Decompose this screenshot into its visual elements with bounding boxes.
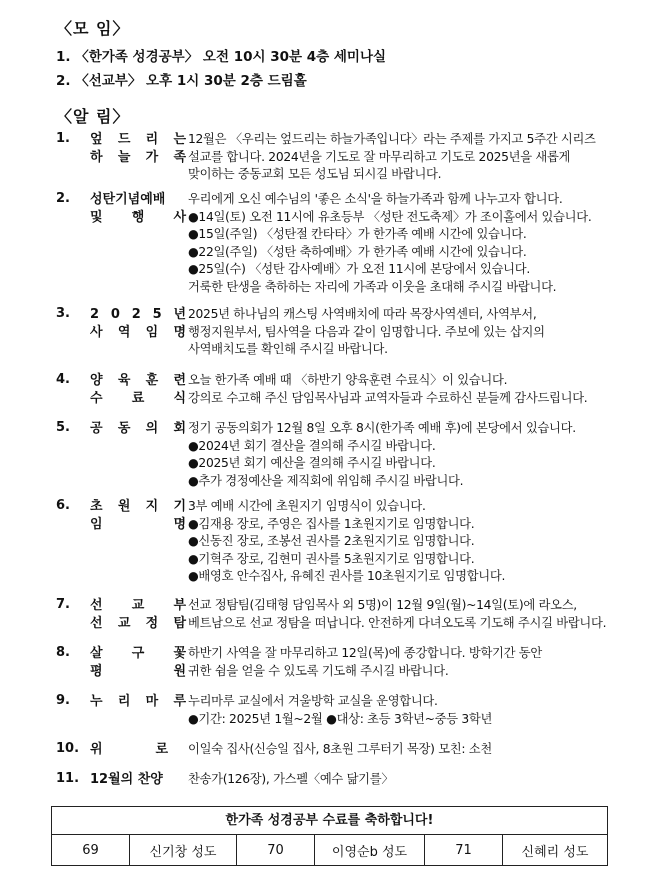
notice-body xyxy=(188,597,628,632)
notice-number: 10. xyxy=(56,741,80,756)
congrats-row xyxy=(52,835,607,865)
notice-body-line: 사역배치도를 확인해 주시길 바랍니다. xyxy=(188,342,388,356)
notice-title-line: 선 교 부 xyxy=(90,598,186,613)
notice-body-line: ●15일(주일) 〈성탄절 칸타타〉가 한가족 예배 시간에 있습니다. xyxy=(188,227,527,241)
notice-body-line: ●김재용 장로, 주영은 집사를 1초원지기로 임명합니다. xyxy=(188,516,475,531)
notice-body-line: 정기 공동의회가 12월 8일 오후 8시(한가족 예배 후)에 본당에서 있습니다. xyxy=(188,421,576,435)
notice-title-line: 하 늘 가 족 xyxy=(90,150,186,165)
notice-title-line: 엎 드 리 는 xyxy=(90,132,186,147)
congrats-cell: 신혜리 성도 xyxy=(521,844,589,860)
notice-body xyxy=(188,771,628,789)
notice-title-line: 초 원 지 기 xyxy=(90,499,186,514)
notice-body-line: 행정지원부서, 팀사역을 다음과 같이 임명합니다. 주보에 있는 삽지의 xyxy=(188,324,545,339)
notice-title-line: 양 육 훈 련 xyxy=(90,373,186,388)
notice-title-line: 사 역 임 명 xyxy=(90,325,186,340)
meeting-item-1: 1. 〈한가족 성경공부〉 오전 10시 30분 4층 세미나실 xyxy=(56,49,387,65)
notice-title-line: 2 0 2 5 년 xyxy=(90,307,186,322)
congrats-cell: 69 xyxy=(52,835,130,865)
notice-body-line: 귀한 쉼을 얻을 수 있도록 기도해 주시길 바랍니다. xyxy=(188,663,449,678)
notice-number: 5. xyxy=(56,420,70,435)
notice-body-line: ●2025년 회기 예산을 결의해 주시길 바랍니다. xyxy=(188,456,436,470)
congrats-cell: 신기창 성도 xyxy=(130,835,237,865)
notice-body-line: ●기혁주 장로, 김현미 권사를 5초원지기로 임명합니다. xyxy=(188,551,475,566)
notice-title-line: 12월의 찬양 xyxy=(90,772,163,787)
notice-title-line: 평 원 xyxy=(90,664,186,679)
notice-title-line: 선 교 정 탐 xyxy=(90,616,186,631)
notice-body-line: ●2024년 회기 결산을 결의해 주시길 바랍니다. xyxy=(188,438,436,453)
notice-body-line: 3부 예배 시간에 초원지기 임명식이 있습니다. xyxy=(188,499,426,513)
notice-title-line: 누 리 마 루 xyxy=(90,694,186,709)
notice-body-line: 강의로 수고해 주신 담임목사님과 교역자들과 수료하신 분들께 감사드립니다. xyxy=(188,390,588,405)
notice-body-line: 누리마루 교실에서 겨울방학 교실을 운영합니다. xyxy=(188,694,438,708)
notice-number: 2. xyxy=(56,191,70,206)
notice-body-line: 12월은 〈우리는 엎드리는 하늘가족입니다〉라는 주제를 가지고 5주간 시리즈 xyxy=(188,132,596,146)
notice-body-line: 맞이하는 중동교회 모든 성도님 되시길 바랍니다. xyxy=(188,167,442,181)
meetings-heading: 〈모 임〉 xyxy=(56,19,130,38)
meeting-item-2: 2. 〈선교부〉 오후 1시 30분 2층 드림홀 xyxy=(56,73,307,89)
notice-number: 9. xyxy=(56,693,70,708)
notice-body-line: ●추가 경정예산을 제직회에 위임해 주시길 바랍니다. xyxy=(188,473,464,488)
notice-body xyxy=(188,131,628,184)
notice-body-line: 오늘 한가족 예배 때 〈하반기 양육훈련 수료식〉이 있습니다. xyxy=(188,373,508,387)
notice-body xyxy=(188,498,628,586)
notice-title-line: 성탄기념예배 xyxy=(90,192,166,207)
notice-body-line: ●14일(토) 오전 11시에 유초등부 〈성탄 전도축제〉가 조이홀에서 있습니다. xyxy=(188,209,592,224)
notices-heading: 〈알 림〉 xyxy=(56,107,130,126)
notice-body xyxy=(188,693,628,728)
notice-body-line: 선교 정탐팀(김태형 담임목사 외 5명)이 12월 9일(월)~14일(토)에 라오스, xyxy=(188,598,577,612)
notice-number: 3. xyxy=(56,306,70,321)
congrats-cell: 이영순b 성도 xyxy=(315,835,425,865)
notice-number: 11. xyxy=(56,771,80,786)
notice-body xyxy=(188,741,628,759)
notice-title-line: 수 료 식 xyxy=(90,391,186,406)
notice-body xyxy=(188,645,628,680)
notice-title-line: 임 명 xyxy=(90,517,186,532)
notice-body-line: 이일숙 집사(신승일 집사, 8초원 그루터기 목장) 모친: 소천 xyxy=(188,742,492,756)
notice-body-line: 설교를 합니다. 2024년을 기도로 잘 마무리하고 기도로 2025년을 새롭게 xyxy=(188,149,571,164)
notice-body-line: 2025년 하나님의 캐스팅 사역배치에 따라 목장사역센터, 사역부서, xyxy=(188,307,537,321)
notice-title-line: 공 동 의 회 xyxy=(90,421,186,436)
notice-number: 6. xyxy=(56,498,70,513)
congrats-cell: 70 xyxy=(237,835,315,865)
notice-body-line: ●22일(주일) 〈성탄 축하예배〉가 한가족 예배 시간에 있습니다. xyxy=(188,244,527,259)
congrats-cell: 71 xyxy=(425,835,503,865)
notice-title-line: 및 행 사 xyxy=(90,210,186,225)
notice-number: 1. xyxy=(56,131,70,146)
notice-number: 4. xyxy=(56,372,70,387)
notice-body xyxy=(188,372,628,407)
notice-body-line: 거룩한 탄생을 축하하는 자리에 가족과 이웃을 초대해 주시길 바랍니다. xyxy=(188,279,557,294)
notice-body-line: 하반기 사역을 잘 마무리하고 12일(목)에 종강합니다. 방학기간 동안 xyxy=(188,646,542,660)
congrats-heading: 한가족 성경공부 수료를 축하합니다! xyxy=(52,807,607,835)
notice-body xyxy=(188,306,628,359)
notice-number: 7. xyxy=(56,597,70,612)
congrats-table xyxy=(51,806,608,866)
notice-body-line: 우리에게 오신 예수님의 '좋은 소식'을 하늘가족과 함께 나누고자 합니다. xyxy=(188,192,563,206)
notice-title-line: 위 로 xyxy=(90,742,168,757)
notice-body xyxy=(188,191,628,296)
notice-body xyxy=(188,420,628,490)
notice-body-line: ●신동진 장로, 조봉선 권사를 2초원지기로 임명합니다. xyxy=(188,534,475,548)
notice-body-line: ●기간: 2025년 1월~2월 ●대상: 초등 3학년~중등 3학년 xyxy=(188,711,493,726)
notice-body-line: ●25일(수) 〈성탄 감사예배〉가 오전 11시에 본당에서 있습니다. xyxy=(188,262,530,276)
notice-body-line: ●배영호 안수집사, 유혜진 권사를 10초원지기로 임명합니다. xyxy=(188,569,506,583)
notice-body-line: 베트남으로 선교 정탐을 떠납니다. 안전하게 다녀오도록 기도해 주시길 바랍니다. xyxy=(188,615,607,630)
notice-body-line: 찬송가(126장), 가스펠〈예수 닮기를〉 xyxy=(188,772,394,786)
notice-title-line: 살 구 꽃 xyxy=(90,646,186,661)
notice-number: 8. xyxy=(56,645,70,660)
